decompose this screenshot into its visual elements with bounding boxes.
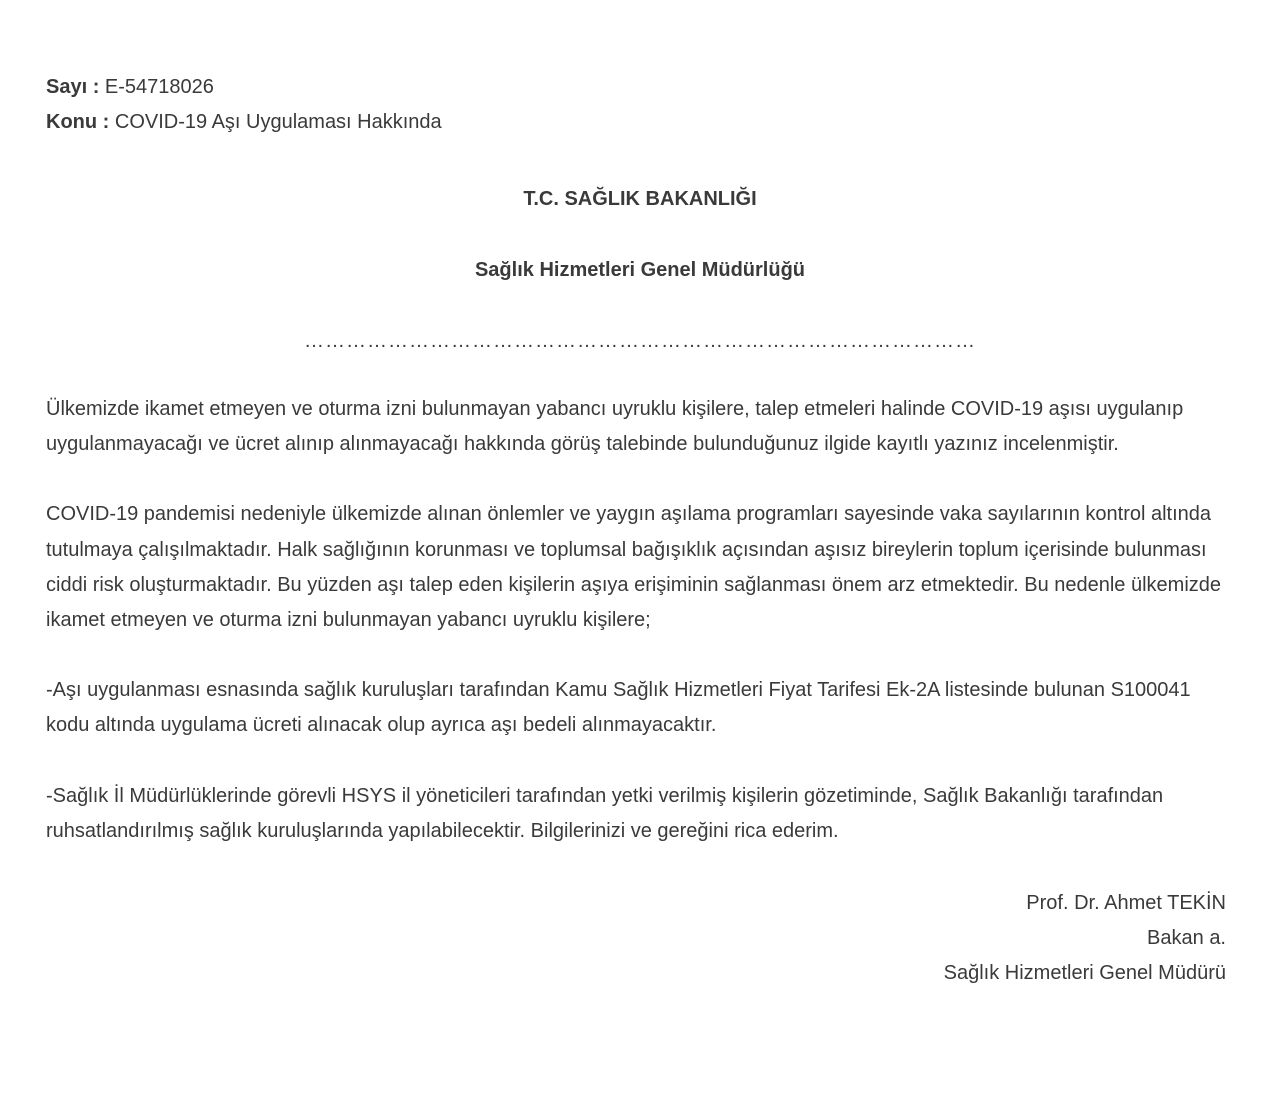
subject-line [46,105,1234,140]
reference-number-value: E-54718026 [99,76,214,98]
signatory-name: Prof. Dr. Ahmet TEKİN [1026,892,1226,915]
subject-label: Konu : [46,111,110,133]
body-paragraph-4: -Sağlık İl Müdürlüklerinde görevli HSYS il yöneticileri tarafından yetki verilmiş kişilerin gözetiminde, Sağlık Bakanlığı tarafından ruhsatlandırılmış sağlık kuruluşlarında yapılabilecektir. Bilgilerinizi ve gereğini rica ederim. [46,784,1164,842]
body-paragraph-2: COVID-19 pandemisi nedeniyle ülkemizde alınan önlemler ve yaygın aşılama programları sayesinde vaka sayılarının kontrol altında tutulmaya çalışılmaktadır. Halk sağlığının korunması ve toplumsal bağışıklık açısından aşısız bireylerin toplum içerisinde bulunması ciddi risk oluşturmaktadır. Bu yüzden aşı talep eden kişilerin aşıya erişiminin sağlanması önem arz etmektedir. Bu nedenle ülkemizde ikamet etmeyen ve oturma izni bulunmayan yabancı uyruklu kişilere; [46,503,1222,632]
reference-number-line [46,70,1234,105]
signature-block [46,886,1234,992]
directorate-heading: Sağlık Hizmetleri Genel Müdürlüğü [474,259,806,281]
body-paragraph-3: -Aşı uygulanması esnasında sağlık kuruluşları tarafından Kamu Sağlık Hizmetleri Fiyat Tarifesi Ek-2A listesinde bulunan S100041 kodu altında uygulama ücreti alınacak olup ayrıca aşı bedeli alınmayacaktır. [46,679,1191,737]
body-paragraph-1: Ülkemizde ikamet etmeyen ve oturma izni bulunmayan yabancı uyruklu kişilere, talep etmeleri halinde COVID-19 aşısı uygulanıp uygulanmayacağı ve ücret alınıp alınmayacağı hakkında görüş talebinde bulunduğunuz ilgide kayıtlı yazınız incelenmiştir. [46,398,1184,456]
reference-number-label: Sayı : [46,76,100,98]
subject-value: COVID-19 Aşı Uygulaması Hakkında [109,111,442,133]
letter-meta [46,0,1234,140]
signatory-role: Bakan a. [1147,927,1226,950]
recipient-placeholder: …………………………………………………………………………………… [304,330,976,352]
ministry-heading: T.C. SAĞLIK BAKANLIĞI [523,188,757,210]
signatory-title: Sağlık Hizmetleri Genel Müdürü [943,962,1226,985]
